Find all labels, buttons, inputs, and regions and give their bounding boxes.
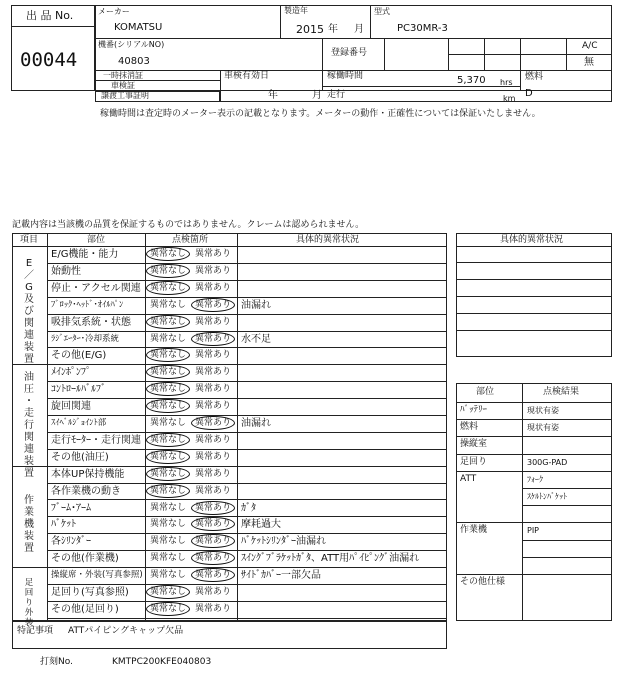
status-normal-option: 異常なし: [150, 604, 187, 614]
status-normal-option: 異常なし: [150, 536, 187, 546]
status-abnormal-option: 異常あり: [195, 266, 232, 276]
year-label: 製造年: [284, 6, 308, 15]
status-abnormal-option: 異常あり: [195, 249, 232, 259]
result-part-label: 操縦室: [460, 439, 488, 449]
circle-mark-normal: [146, 348, 190, 362]
right-part-header: 部位: [476, 387, 495, 397]
row-part-label: ｽｲﾍﾞﾙｼﾞｮｲﾝﾄ部: [51, 418, 107, 428]
hours-disclaimer: 稼働時間は査定時のメーター表示の記載となります。メーターの動作・正確性については保証いたしません。: [100, 109, 541, 119]
row-part-label: ﾗｼﾞｴｰﾀｰ･冷却系統: [51, 334, 120, 344]
status-abnormal-option: 異常あり: [195, 435, 232, 445]
right-detail-header: 具体的異常状況: [500, 235, 564, 245]
status-abnormal-option: 異常あり: [195, 570, 232, 580]
transfer-cert-label: 譲渡工事証明: [101, 91, 149, 100]
circle-mark-normal: [146, 315, 190, 329]
maker-value: KOMATSU: [114, 22, 163, 33]
year-unit: 年: [328, 24, 338, 35]
row-part-label: ﾌﾞｰﾑ･ｱｰﾑ: [51, 503, 91, 514]
circle-mark-abnormal: [191, 534, 235, 548]
special-notes-value: ATTパイピングキャップ欠品: [68, 626, 184, 636]
status-normal-option: 異常なし: [150, 266, 187, 276]
status-abnormal-option: 異常あり: [195, 519, 232, 529]
model-label: 型式: [374, 7, 390, 16]
row-part-label: 旋回関連: [51, 401, 91, 412]
row-part-label: 停止・アクセル関連: [51, 283, 141, 294]
status-normal-option: 異常なし: [150, 519, 187, 529]
status-normal-option: 異常なし: [150, 367, 187, 377]
status-normal-option: 異常なし: [150, 435, 187, 445]
status-abnormal-option: 異常あり: [195, 334, 232, 344]
special-notes-label: 特記事項: [17, 626, 54, 636]
circle-mark-normal: [146, 484, 190, 498]
quality-disclaimer: 記載内容は当該機の品質を保証するものではありません。クレームは認められません。: [12, 220, 365, 230]
status-normal-option: 異常なし: [150, 570, 187, 580]
status-abnormal-option: 異常あり: [195, 367, 232, 377]
status-abnormal-option: 異常あり: [195, 503, 232, 513]
row-part-label: 各ｼﾘﾝﾀﾞｰ: [51, 536, 91, 547]
status-abnormal-option: 異常あり: [195, 536, 232, 546]
status-abnormal-option: 異常あり: [195, 401, 232, 411]
header-detail: 具体的異常状況: [296, 235, 360, 245]
result-value: ﾌｫｰｸ: [527, 475, 543, 484]
row-part-label: 各作業機の動き: [51, 486, 121, 497]
status-abnormal-option: 異常あり: [195, 283, 232, 293]
status-normal-option: 異常なし: [150, 350, 187, 360]
status-abnormal-option: 異常あり: [195, 452, 232, 462]
month-unit: 月: [354, 24, 364, 35]
result-value: ｽｹﾙﾄﾝﾊﾞｹｯﾄ: [527, 492, 567, 501]
fuel-value: D: [525, 88, 533, 99]
status-abnormal-option: 異常あり: [195, 418, 232, 428]
row-part-label: その他(足回り): [51, 604, 119, 615]
hours-value: 5,370: [457, 75, 486, 86]
year-value: 2015: [296, 23, 324, 36]
stamp-label: 打刻No.: [40, 657, 73, 667]
row-part-label: 走行ﾓｰﾀｰ・走行関連: [51, 435, 141, 446]
circle-mark-normal: [146, 281, 190, 295]
group-label-undercarriage: 足 回 り 外 装: [24, 578, 34, 628]
result-part-label: 燃料: [460, 422, 479, 432]
row-detail: 摩耗過大: [241, 519, 281, 530]
hours-label: 稼働時間: [327, 71, 364, 81]
group-label-engine: E ／ G 及 び 関 連 装 置: [24, 258, 34, 365]
status-normal-option: 異常なし: [150, 334, 187, 344]
serial-value: 40803: [118, 56, 150, 67]
row-part-label: その他(E/G): [51, 350, 107, 361]
inspection-cert-label: 車検証: [111, 81, 135, 90]
status-abnormal-option: 異常あり: [195, 469, 232, 479]
model-value: PC30MR-3: [397, 23, 448, 34]
circle-mark-normal: [146, 399, 190, 413]
status-normal-option: 異常なし: [150, 587, 187, 597]
result-value: 現状有姿: [527, 406, 559, 415]
status-abnormal-option: 異常あり: [195, 587, 232, 597]
inspection-valid-label: 車検有効日: [224, 71, 270, 81]
circle-mark-abnormal: [191, 551, 235, 565]
status-normal-option: 異常なし: [150, 503, 187, 513]
right-result-header: 点検結果: [543, 387, 580, 397]
right-detail-box: [456, 233, 612, 357]
status-abnormal-option: 異常あり: [195, 553, 232, 563]
row-part-label: 吸排気系統・状態: [51, 317, 131, 328]
status-abnormal-option: 異常あり: [195, 384, 232, 394]
result-part-label: ATT: [460, 474, 477, 484]
circle-mark-normal: [146, 433, 190, 447]
row-part-label: 操縦席・外装(写真参照): [51, 570, 143, 580]
circle-mark-abnormal: [191, 501, 235, 515]
row-detail: ﾊﾞｹｯﾄｼﾘﾝﾀﾞｰ油漏れ: [241, 536, 326, 547]
row-detail: ｻｲﾄﾞｶﾊﾞｰ一部欠品: [241, 570, 321, 581]
circle-mark-normal: [146, 365, 190, 379]
row-part-label: 本体UP保持機能: [51, 469, 125, 480]
header-place: 点検箇所: [172, 235, 209, 245]
row-part-label: ﾊﾞｹｯﾄ: [51, 519, 76, 530]
status-normal-option: 異常なし: [150, 300, 187, 310]
result-part-label: 足回り: [460, 457, 488, 467]
circle-mark-abnormal: [191, 332, 235, 346]
row-part-label: その他(油圧): [51, 452, 109, 463]
lot-number: 00044: [20, 49, 78, 71]
status-normal-option: 異常なし: [150, 553, 187, 563]
result-value: 300G-PAD: [527, 458, 568, 467]
inspection-month-unit: 月: [312, 90, 322, 101]
status-abnormal-option: 異常あり: [195, 317, 232, 327]
status-abnormal-option: 異常あり: [195, 350, 232, 360]
row-part-label: その他(作業機): [51, 553, 119, 564]
registration-label: 登録番号: [331, 48, 368, 58]
header-part: 部位: [87, 235, 106, 245]
row-detail: 水不足: [241, 334, 271, 345]
result-part-label: 作業機: [460, 525, 488, 535]
inspection-year-unit: 年: [268, 90, 278, 101]
row-part-label: ﾌﾞﾛｯｸ･ﾍｯﾄﾞ･ｵｲﾙﾊﾟﾝ: [51, 300, 124, 310]
result-part-label: ﾊﾞｯﾃﾘｰ: [460, 405, 488, 415]
header-item: 項目: [20, 235, 39, 245]
mileage-unit: km: [503, 94, 516, 103]
circle-mark-abnormal: [191, 517, 235, 531]
circle-mark-normal: [146, 602, 190, 616]
circle-mark-normal: [146, 450, 190, 464]
result-value: 現状有姿: [527, 423, 559, 432]
status-normal-option: 異常なし: [150, 249, 187, 259]
hours-unit: hrs: [500, 78, 513, 87]
row-part-label: ﾒｲﾝﾎﾟﾝﾌﾟ: [51, 367, 91, 378]
status-abnormal-option: 異常あり: [195, 486, 232, 496]
status-normal-option: 異常なし: [150, 317, 187, 327]
serial-label: 機番(シリアルNO): [98, 40, 165, 49]
row-part-label: ｺﾝﾄﾛｰﾙﾊﾞﾙﾌﾞ: [51, 384, 106, 395]
maker-label: メーカー: [98, 7, 130, 16]
row-detail: ｶﾞﾀ: [241, 503, 256, 514]
status-abnormal-option: 異常あり: [195, 300, 232, 310]
status-normal-option: 異常なし: [150, 486, 187, 496]
circle-mark-normal: [146, 382, 190, 396]
result-part-label: その他仕様: [460, 577, 506, 587]
circle-mark-abnormal: [191, 416, 235, 430]
stamp-value: KMTPC200KFE040803: [112, 657, 212, 667]
status-normal-option: 異常なし: [150, 418, 187, 428]
ac-value: 無: [584, 57, 594, 68]
mileage-label: 走行: [327, 90, 346, 100]
row-part-label: 始動性: [51, 266, 81, 277]
lot-number-label: 出 品 No.: [26, 9, 74, 22]
status-normal-option: 異常なし: [150, 283, 187, 293]
group-label-hydraulic: 油 圧 ・ 走 行 関 連 装 置: [24, 372, 34, 479]
row-part-label: 足回り(写真参照): [51, 587, 129, 598]
circle-mark-abnormal: [191, 298, 235, 312]
circle-mark-normal: [146, 264, 190, 278]
ac-label: A/C: [582, 41, 598, 51]
fuel-label: 燃料: [525, 72, 544, 82]
circle-mark-normal: [146, 585, 190, 599]
temp-permit-label: 一時抹消証: [103, 71, 143, 80]
circle-mark-abnormal: [191, 568, 235, 582]
status-normal-option: 異常なし: [150, 469, 187, 479]
row-part-label: E/G機能・能力: [51, 249, 119, 260]
row-detail: ｽｲﾝｸﾞﾌﾞﾗｹｯﾄｶﾞﾀ、ATT用ﾊﾟｲﾋﾟﾝｸﾞ油漏れ: [241, 553, 420, 564]
row-detail: 油漏れ: [241, 300, 271, 311]
status-abnormal-option: 異常あり: [195, 604, 232, 614]
status-normal-option: 異常なし: [150, 452, 187, 462]
circle-mark-normal: [146, 467, 190, 481]
row-detail: 油漏れ: [241, 418, 271, 429]
result-value: PIP: [527, 526, 540, 535]
group-label-work: 作 業 機 装 置: [24, 495, 34, 554]
status-normal-option: 異常なし: [150, 384, 187, 394]
status-normal-option: 異常なし: [150, 401, 187, 411]
circle-mark-normal: [146, 247, 190, 261]
